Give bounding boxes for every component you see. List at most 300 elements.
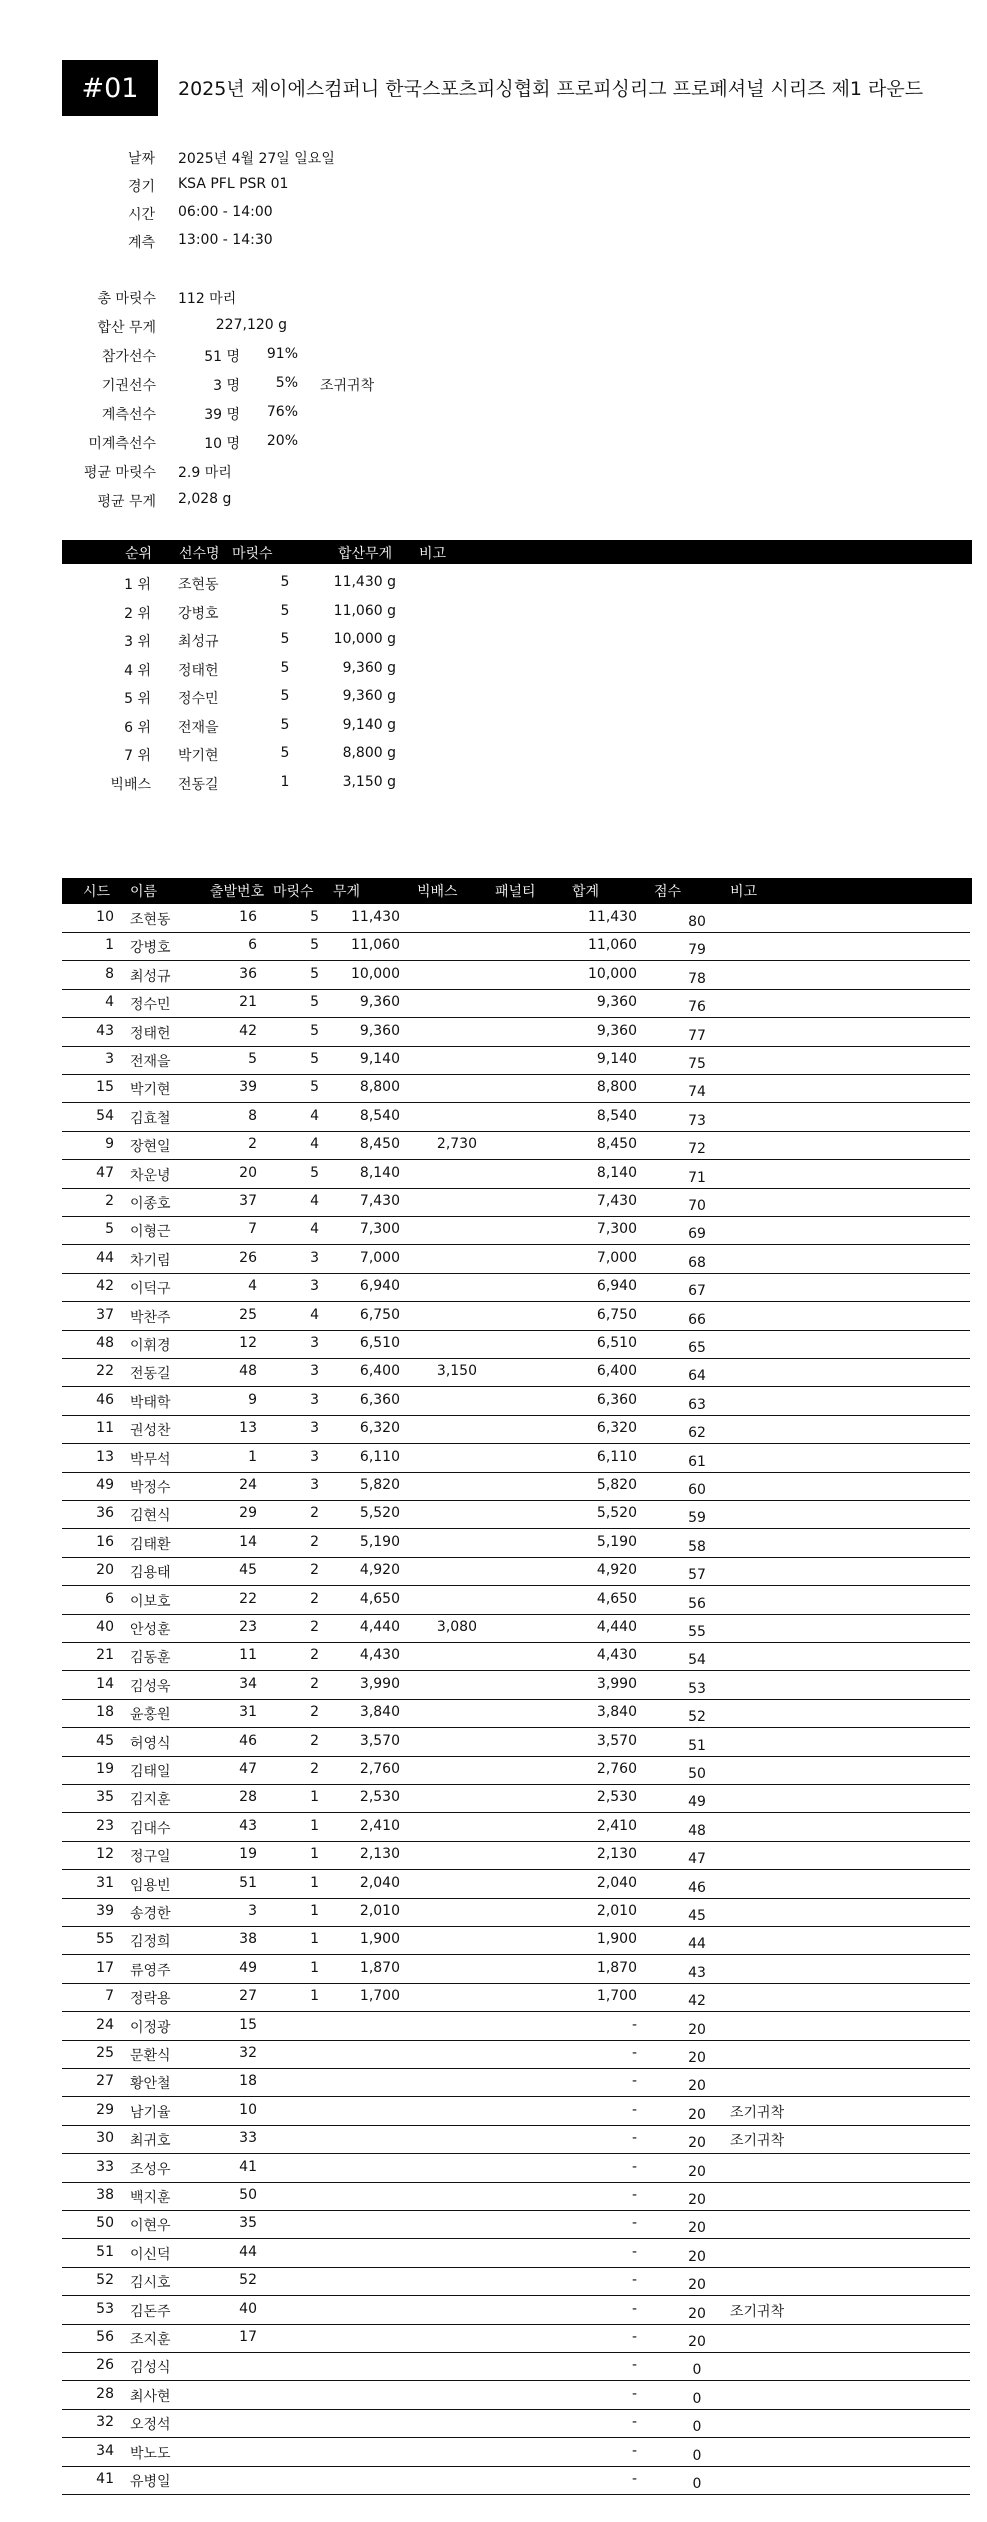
stat-label: 평균 무게 <box>97 494 156 510</box>
table-row <box>62 1557 970 1586</box>
cell-score: 72 <box>688 1141 706 1158</box>
cell-score: 79 <box>688 942 706 959</box>
table-row <box>62 1983 970 2012</box>
cell-seed: 54 <box>96 1107 114 1124</box>
cell-score: 20 <box>688 2078 706 2095</box>
stat-value: 51 명 <box>204 349 240 365</box>
results-header-weight: 무게 <box>333 884 361 900</box>
cell-score: 20 <box>688 2050 706 2066</box>
ranking-header-rank: 순위 <box>125 546 153 562</box>
cell-name: 류영주 <box>130 1962 171 1979</box>
cell-total: 3,840 <box>596 1704 637 1721</box>
ranking-name: 정수민 <box>178 691 219 707</box>
cell-total: 2,760 <box>596 1761 637 1777</box>
cell-score: 78 <box>688 970 706 987</box>
cell-total: 2,130 <box>596 1846 637 1863</box>
cell-name: 김시호 <box>130 2275 171 2292</box>
cell-score: 48 <box>688 1822 706 1839</box>
cell-name: 김지훈 <box>130 1792 171 1809</box>
cell-name: 박기현 <box>130 1082 171 1099</box>
cell-total: - <box>631 2101 637 2118</box>
results-header-penalty: 패널티 <box>495 884 536 900</box>
cell-score: 49 <box>688 1794 706 1811</box>
cell-start: 32 <box>239 2045 257 2061</box>
cell-seed: 3 <box>105 1051 114 1067</box>
cell-total: 4,440 <box>596 1619 637 1635</box>
ranking-name: 박기현 <box>178 748 219 764</box>
cell-total: 11,060 <box>588 937 637 954</box>
stat-percent: 20% <box>266 433 298 449</box>
cell-seed: 44 <box>96 1249 114 1266</box>
cell-weight: 11,060 <box>351 937 400 954</box>
table-row <box>62 1387 970 1416</box>
cell-seed: 15 <box>96 1079 114 1096</box>
cell-name: 박정수 <box>130 1480 171 1496</box>
cell-count: 2 <box>310 1562 319 1579</box>
table-row <box>62 1955 970 1984</box>
cell-weight: 4,650 <box>359 1590 400 1607</box>
info-value: 13:00 - 14:30 <box>178 232 273 248</box>
cell-total: - <box>631 2329 637 2345</box>
results-header-score: 점수 <box>654 884 682 900</box>
cell-score: 50 <box>688 1766 706 1782</box>
cell-seed: 48 <box>96 1335 114 1351</box>
cell-score: 0 <box>692 2447 702 2464</box>
cell-score: 64 <box>688 1368 706 1385</box>
cell-total: 6,360 <box>596 1391 637 1408</box>
cell-weight: 6,360 <box>359 1391 400 1408</box>
info-value: KSA PFL PSR 01 <box>178 176 289 192</box>
cell-score: 74 <box>688 1084 706 1101</box>
cell-seed: 46 <box>96 1391 114 1408</box>
cell-total: - <box>631 2016 637 2033</box>
cell-start: 19 <box>239 1846 257 1863</box>
cell-total: - <box>631 2073 637 2090</box>
cell-count: 1 <box>310 1903 319 1919</box>
cell-name: 강병호 <box>130 940 171 957</box>
cell-score: 43 <box>688 1964 706 1981</box>
cell-note: 조기귀착 <box>730 2133 785 2150</box>
cell-weight: 9,140 <box>359 1051 400 1067</box>
cell-start: 34 <box>239 1675 257 1692</box>
ranking-weight: 11,430 g <box>333 574 396 590</box>
cell-total: 5,820 <box>596 1477 637 1493</box>
table-row <box>62 2324 970 2353</box>
cell-count: 3 <box>310 1448 319 1465</box>
cell-total: - <box>631 2187 637 2203</box>
table-row <box>62 1870 970 1899</box>
cell-total: 8,800 <box>596 1079 637 1096</box>
cell-name: 권성찬 <box>130 1423 171 1440</box>
cell-score: 80 <box>688 914 706 930</box>
cell-start: 20 <box>239 1164 257 1181</box>
cell-start: 47 <box>239 1761 257 1777</box>
cell-count: 3 <box>310 1278 319 1295</box>
cell-seed: 32 <box>96 2414 114 2431</box>
info-label: 날짜 <box>127 151 155 167</box>
cell-start: 36 <box>239 965 257 982</box>
cell-name: 김용태 <box>130 1565 171 1582</box>
cell-seed: 47 <box>96 1164 114 1181</box>
cell-start: 37 <box>239 1193 257 1209</box>
cell-seed: 25 <box>96 2045 114 2061</box>
cell-name: 문환식 <box>130 2048 171 2064</box>
cell-start: 29 <box>239 1505 257 1522</box>
cell-weight: 1,900 <box>359 1931 400 1948</box>
cell-weight: 2,760 <box>359 1761 400 1777</box>
ranking-name: 강병호 <box>178 605 219 622</box>
cell-start: 15 <box>239 2016 257 2033</box>
table-row <box>62 989 970 1018</box>
info-value: 2025년 4월 27일 일요일 <box>178 151 335 167</box>
cell-count: 2 <box>310 1732 319 1749</box>
cell-start: 6 <box>248 937 257 954</box>
table-row <box>62 2068 970 2097</box>
info-label: 경기 <box>127 179 155 195</box>
cell-score: 20 <box>688 2220 706 2237</box>
cell-weight: 2,130 <box>359 1846 400 1863</box>
table-row <box>62 1699 970 1728</box>
cell-weight: 2,410 <box>359 1817 400 1834</box>
cell-weight: 6,320 <box>359 1420 400 1437</box>
cell-weight: 6,940 <box>359 1278 400 1295</box>
table-row <box>62 2210 970 2239</box>
ranking-count: 5 <box>280 631 290 647</box>
stat-percent: 5% <box>275 375 298 391</box>
cell-count: 2 <box>310 1533 319 1550</box>
cell-seed: 18 <box>96 1704 114 1721</box>
ranking-header-note: 비고 <box>419 546 447 562</box>
cell-score: 62 <box>688 1425 706 1442</box>
cell-start: 49 <box>239 1959 257 1976</box>
table-row <box>62 1586 970 1615</box>
ranking-weight: 11,060 g <box>333 602 396 619</box>
cell-seed: 29 <box>96 2101 114 2118</box>
table-row <box>62 2466 970 2495</box>
cell-seed: 33 <box>96 2158 114 2175</box>
table-row <box>62 1841 970 1870</box>
stat-label: 계측선수 <box>101 407 156 423</box>
ranking-rank: 3 위 <box>124 634 151 650</box>
results-header-bigbass: 빅배스 <box>417 884 458 900</box>
cell-score: 20 <box>688 2192 706 2208</box>
cell-name: 김성식 <box>130 2360 171 2377</box>
cell-score: 0 <box>692 2476 702 2492</box>
cell-count: 1 <box>310 1789 319 1806</box>
table-row <box>62 2154 970 2183</box>
cell-seed: 10 <box>96 909 114 925</box>
cell-score: 75 <box>688 1056 706 1072</box>
cell-seed: 37 <box>96 1306 114 1323</box>
cell-name: 박태학 <box>130 1394 171 1411</box>
cell-weight: 5,190 <box>359 1533 400 1550</box>
cell-bigbass: 3,080 <box>436 1619 477 1635</box>
table-row <box>62 2381 970 2410</box>
cell-weight: 8,140 <box>359 1164 400 1181</box>
cell-score: 56 <box>688 1595 706 1612</box>
cell-weight: 6,400 <box>359 1363 400 1380</box>
ranking-rank: 1 위 <box>124 577 151 593</box>
table-row <box>62 1358 970 1387</box>
stat-label: 총 마릿수 <box>97 291 156 307</box>
cell-score: 20 <box>688 2135 706 2152</box>
table-row <box>62 1472 970 1501</box>
stat-label: 평균 마릿수 <box>83 465 156 481</box>
cell-note: 조기귀착 <box>730 2104 785 2121</box>
cell-seed: 55 <box>96 1931 114 1948</box>
ranking-rank: 빅배스 <box>110 776 151 793</box>
ranking-count: 5 <box>280 745 290 761</box>
cell-name: 김성욱 <box>130 1678 171 1695</box>
cell-seed: 30 <box>96 2130 114 2147</box>
cell-start: 14 <box>239 1533 257 1550</box>
cell-seed: 14 <box>96 1675 114 1692</box>
ranking-weight: 10,000 g <box>333 631 396 647</box>
results-header-total: 합계 <box>572 884 600 900</box>
cell-name: 이보호 <box>130 1593 171 1610</box>
cell-start: 1 <box>248 1448 257 1465</box>
cell-seed: 9 <box>105 1136 114 1153</box>
cell-bigbass: 2,730 <box>436 1136 477 1153</box>
cell-count: 5 <box>310 937 319 954</box>
cell-total: 6,750 <box>596 1306 637 1323</box>
cell-name: 송경한 <box>130 1906 171 1922</box>
cell-total: 1,870 <box>596 1959 637 1976</box>
cell-score: 0 <box>692 2390 702 2407</box>
cell-score: 51 <box>688 1737 706 1754</box>
cell-total: 6,940 <box>596 1278 637 1295</box>
cell-seed: 13 <box>96 1448 114 1465</box>
cell-seed: 35 <box>96 1789 114 1806</box>
cell-weight: 4,920 <box>359 1562 400 1579</box>
cell-weight: 2,040 <box>359 1874 400 1891</box>
cell-name: 조지훈 <box>130 2332 171 2348</box>
cell-start: 40 <box>239 2300 257 2317</box>
cell-total: 8,450 <box>596 1136 637 1153</box>
cell-weight: 7,000 <box>359 1249 400 1266</box>
cell-total: 9,360 <box>596 1022 637 1039</box>
results-header-start: 출발번호 <box>210 884 265 900</box>
cell-weight: 4,430 <box>359 1647 400 1664</box>
cell-count: 2 <box>310 1505 319 1522</box>
info-value: 06:00 - 14:00 <box>178 204 273 220</box>
cell-start: 52 <box>239 2272 257 2289</box>
cell-total: 7,000 <box>596 1249 637 1266</box>
table-row <box>62 1074 970 1103</box>
results-header <box>62 878 972 904</box>
cell-seed: 42 <box>96 1278 114 1295</box>
table-row <box>62 1728 970 1757</box>
table-row <box>62 1103 970 1132</box>
cell-score: 59 <box>688 1510 706 1527</box>
cell-score: 20 <box>688 2334 706 2350</box>
cell-score: 57 <box>688 1567 706 1584</box>
cell-seed: 39 <box>96 1903 114 1919</box>
cell-start: 23 <box>239 1619 257 1635</box>
cell-score: 71 <box>688 1169 706 1186</box>
cell-score: 73 <box>688 1112 706 1129</box>
cell-total: 2,010 <box>596 1903 637 1919</box>
cell-total: 9,360 <box>596 994 637 1011</box>
cell-start: 31 <box>239 1704 257 1721</box>
cell-score: 20 <box>688 2106 706 2123</box>
table-row <box>62 1273 970 1302</box>
table-row <box>62 2296 970 2325</box>
stat-value: 3 명 <box>213 378 240 394</box>
cell-weight: 4,440 <box>359 1619 400 1635</box>
cell-seed: 16 <box>96 1533 114 1550</box>
cell-weight: 2,530 <box>359 1789 400 1806</box>
table-row <box>62 2012 970 2041</box>
ranking-weight: 3,150 g <box>342 773 396 790</box>
table-row <box>62 1444 970 1473</box>
cell-start: 27 <box>239 1988 257 2005</box>
cell-score: 67 <box>688 1283 706 1300</box>
stat-label: 합산 무게 <box>97 320 156 336</box>
cell-start: 16 <box>239 909 257 925</box>
cell-seed: 6 <box>105 1590 114 1607</box>
cell-weight: 7,300 <box>359 1221 400 1238</box>
cell-weight: 10,000 <box>351 965 400 982</box>
cell-start: 3 <box>248 1903 257 1919</box>
results-header-name: 이름 <box>130 884 158 900</box>
table-row <box>62 904 970 933</box>
cell-name: 정수민 <box>130 997 171 1014</box>
cell-total: - <box>631 2243 637 2260</box>
cell-score: 46 <box>688 1879 706 1896</box>
cell-count: 4 <box>310 1107 319 1124</box>
cell-name: 유병일 <box>130 2474 171 2490</box>
cell-name: 최성규 <box>130 968 171 985</box>
cell-seed: 34 <box>96 2442 114 2459</box>
cell-total: 6,320 <box>596 1420 637 1437</box>
cell-score: 20 <box>688 2305 706 2322</box>
cell-count: 4 <box>310 1306 319 1323</box>
cell-total: - <box>631 2471 637 2487</box>
cell-name: 이형근 <box>130 1224 171 1241</box>
cell-total: 8,540 <box>596 1107 637 1124</box>
table-row <box>62 2267 970 2296</box>
cell-count: 5 <box>310 1022 319 1039</box>
cell-seed: 20 <box>96 1562 114 1579</box>
cell-total: 7,430 <box>596 1193 637 1209</box>
cell-name: 황안철 <box>130 2076 171 2093</box>
cell-score: 20 <box>688 2248 706 2265</box>
ranking-name: 조현동 <box>178 577 219 593</box>
cell-total: 7,300 <box>596 1221 637 1238</box>
stat-value: 227,120 g <box>215 317 287 333</box>
cell-name: 이신덕 <box>130 2246 171 2263</box>
cell-seed: 36 <box>96 1505 114 1522</box>
results-header-seed: 시드 <box>83 884 111 900</box>
table-row <box>62 1671 970 1700</box>
ranking-name: 전동길 <box>178 776 219 793</box>
cell-start: 51 <box>239 1874 257 1891</box>
cell-total: - <box>631 2300 637 2317</box>
cell-score: 20 <box>688 2277 706 2294</box>
cell-start: 24 <box>239 1477 257 1493</box>
cell-start: 22 <box>239 1590 257 1607</box>
cell-score: 70 <box>688 1198 706 1214</box>
cell-start: 12 <box>239 1335 257 1351</box>
info-label: 시간 <box>127 207 155 223</box>
table-row <box>62 961 970 990</box>
cell-seed: 27 <box>96 2073 114 2090</box>
cell-count: 1 <box>310 1846 319 1863</box>
stat-value: 112 마리 <box>178 291 237 307</box>
table-row <box>62 1131 970 1160</box>
cell-start: 17 <box>239 2329 257 2345</box>
cell-count: 3 <box>310 1391 319 1408</box>
cell-name: 최사현 <box>130 2388 171 2405</box>
cell-count: 5 <box>310 994 319 1011</box>
cell-start: 46 <box>239 1732 257 1749</box>
cell-weight: 6,110 <box>359 1448 400 1465</box>
cell-seed: 28 <box>96 2385 114 2402</box>
cell-weight: 3,840 <box>359 1704 400 1721</box>
cell-total: 4,430 <box>596 1647 637 1664</box>
cell-name: 김현식 <box>130 1508 171 1525</box>
round-badge: #01 <box>62 60 158 116</box>
stat-value: 2.9 마리 <box>178 465 232 481</box>
results-header-note: 비고 <box>730 884 758 900</box>
cell-name: 전재을 <box>130 1054 171 1070</box>
cell-count: 2 <box>310 1704 319 1721</box>
cell-score: 20 <box>688 2021 706 2038</box>
table-row <box>62 1500 970 1529</box>
cell-count: 5 <box>310 1079 319 1096</box>
cell-weight: 8,450 <box>359 1136 400 1153</box>
cell-total: - <box>631 2130 637 2147</box>
stat-label: 참가선수 <box>101 349 156 365</box>
cell-start: 33 <box>239 2130 257 2147</box>
cell-count: 3 <box>310 1335 319 1351</box>
cell-score: 68 <box>688 1254 706 1271</box>
cell-weight: 3,570 <box>359 1732 400 1749</box>
cell-name: 정구일 <box>130 1849 171 1866</box>
cell-seed: 49 <box>96 1477 114 1493</box>
table-row <box>62 1529 970 1558</box>
ranking-count: 5 <box>280 688 290 704</box>
table-row <box>62 1926 970 1955</box>
cell-seed: 21 <box>96 1647 114 1664</box>
table-row <box>62 1330 970 1359</box>
cell-weight: 8,800 <box>359 1079 400 1096</box>
cell-name: 김돈주 <box>130 2303 171 2320</box>
cell-weight: 9,360 <box>359 994 400 1011</box>
cell-weight: 5,520 <box>359 1505 400 1522</box>
cell-count: 5 <box>310 1164 319 1181</box>
cell-start: 50 <box>239 2187 257 2203</box>
cell-total: 5,190 <box>596 1533 637 1550</box>
cell-weight: 1,870 <box>359 1959 400 1976</box>
ranking-header-name: 선수명 <box>179 546 220 562</box>
ranking-weight: 9,140 g <box>342 716 396 733</box>
cell-name: 이덕구 <box>130 1281 171 1298</box>
cell-weight: 6,510 <box>359 1335 400 1351</box>
cell-score: 0 <box>692 2419 702 2436</box>
cell-start: 10 <box>239 2101 257 2118</box>
ranking-header-weight: 합산무게 <box>338 546 393 562</box>
cell-seed: 40 <box>96 1619 114 1635</box>
table-row <box>62 2438 970 2467</box>
cell-start: 41 <box>239 2158 257 2175</box>
cell-count: 1 <box>310 1874 319 1891</box>
cell-name: 오정석 <box>130 2417 171 2434</box>
cell-seed: 52 <box>96 2272 114 2289</box>
cell-score: 77 <box>688 1027 706 1044</box>
cell-name: 김효철 <box>130 1110 171 1127</box>
